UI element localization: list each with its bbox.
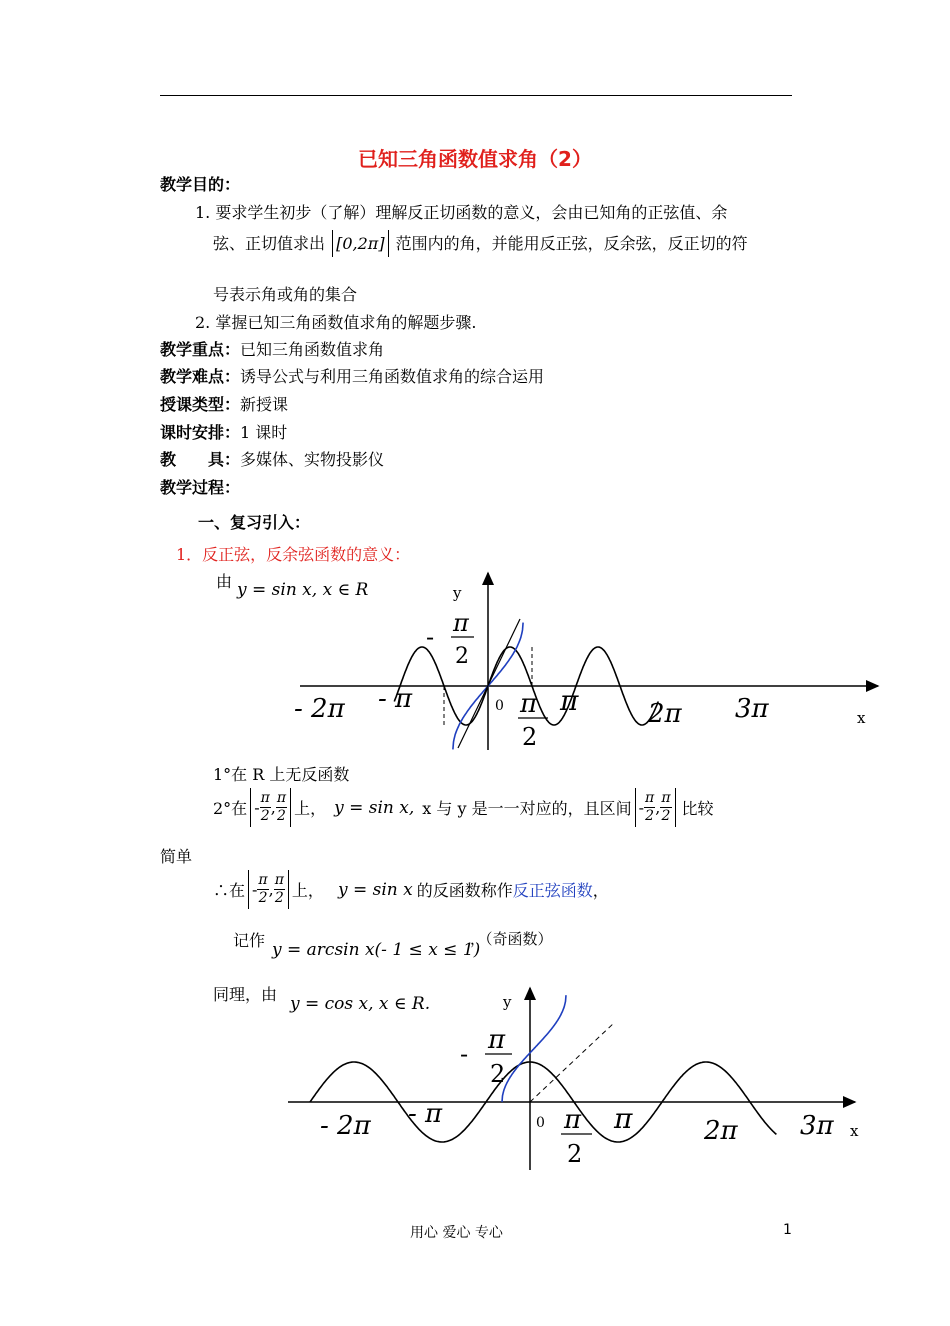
tick-pi: π (560, 684, 579, 717)
fraction (660, 790, 671, 825)
neg-pi-half-den: 2 (455, 644, 469, 669)
subsection-arcsin: 1．反正弦，反余弦函数的意义： (176, 545, 411, 564)
interval-neg-half-pi (635, 788, 676, 827)
line-y-equals-x (530, 1022, 615, 1102)
y-label: y (453, 584, 462, 602)
arccos-curve (502, 995, 566, 1102)
fraction-num: π (274, 872, 284, 888)
page-title: 已知三角函数值求角（2） (358, 147, 592, 171)
fraction (274, 872, 285, 907)
note-2-pre: 2°在 (213, 799, 248, 818)
fraction-den: 2 (258, 890, 268, 906)
row-label: 教学难点： (160, 367, 241, 386)
sine-graph (290, 565, 890, 770)
fraction-num: π (661, 790, 671, 806)
row-value: 新授课 (240, 395, 289, 414)
row-value: 诱导公式与利用三角函数值求角的综合运用 (240, 367, 545, 386)
from-sin-formula: y = sin x, x ∈ R (237, 580, 369, 600)
objective-2: 2. 掌握已知三角函数值求角的解题步骤. (195, 313, 477, 332)
therefore-end: ， (592, 881, 609, 900)
therefore-line (213, 870, 609, 909)
note-2-cont: 简单 (160, 847, 193, 866)
comma: , (655, 798, 661, 817)
minus-sign: - (638, 798, 645, 817)
tick-2pi: 2π (648, 699, 682, 729)
objective-1b-post: 范围内的角，并能用反正弦，反余弦，反正切的符 (395, 234, 748, 253)
neg-pi-half-den: 2 (490, 1060, 506, 1088)
likewise-formula: y = cos x, x ∈ R. (290, 994, 431, 1014)
origin-label: 0 (495, 698, 504, 714)
fraction (260, 790, 271, 825)
minus-sign: - (252, 880, 258, 899)
row-lesson-type (160, 392, 288, 415)
fraction-den: 2 (645, 808, 655, 824)
fraction-num: π (645, 790, 655, 806)
interval-neg-half-pi (248, 870, 289, 909)
row-key-point (160, 337, 384, 360)
therefore-pre: ∴在 (213, 881, 246, 900)
header-rule (160, 95, 792, 96)
note-2 (213, 788, 714, 827)
tick-2pi: 2π (704, 1116, 738, 1146)
note-2-formula: y = sin x, (334, 797, 415, 818)
note-1: 1°在 R 上无反函数 (213, 765, 350, 784)
neg-pi-half-num: π (488, 1025, 506, 1055)
tick-neg-2pi: - 2π (294, 694, 345, 724)
row-value: 已知三角函数值求角 (240, 340, 385, 359)
fraction-den: 2 (277, 808, 286, 824)
minus-sign: - (254, 798, 260, 817)
fraction-den: 2 (274, 890, 284, 906)
objective-1b-pre: 弦、正切值求出 (213, 234, 326, 253)
therefore-formula: y = sin x (337, 879, 413, 900)
comma: , (270, 798, 276, 817)
fraction-num: π (260, 790, 270, 806)
row-label: 教学重点： (160, 340, 241, 359)
fraction (276, 790, 287, 825)
fraction (644, 790, 655, 825)
neg-pi-half-minus: - (460, 1040, 469, 1068)
row-label: 授课类型： (160, 395, 241, 414)
row-value: 多媒体、实物投影仪 (240, 450, 385, 469)
row-label: 教 具： (160, 450, 241, 469)
fraction (257, 872, 268, 907)
row-schedule (160, 420, 287, 443)
note-2-mid: 上， (294, 799, 327, 818)
objective-1a: 1. 要求学生初步（了解）理解反正切函数的意义，会由已知角的正弦值、余 (195, 203, 728, 222)
note-2-post: 比较 (681, 799, 714, 818)
objective-1c: 号表示角或角的集合 (213, 285, 358, 304)
line-y-equals-x (458, 619, 520, 748)
record-pre: 记作 (233, 931, 266, 950)
tick-pi: π (614, 1102, 633, 1135)
comma: , (268, 880, 274, 899)
record-note: ，（奇函数） (470, 930, 553, 948)
section-review: 一、复习引入： (198, 513, 311, 532)
tick-pi-half-den: 2 (567, 1140, 583, 1168)
fraction-den: 2 (661, 808, 671, 824)
cosine-graph (280, 982, 880, 1177)
tick-pi-half-den: 2 (522, 723, 538, 751)
neg-pi-half-minus: - (426, 623, 435, 651)
tick-pi-half-num: π (520, 689, 538, 719)
objective-1b (213, 230, 748, 257)
process-heading: 教学过程： (160, 478, 241, 497)
interval-neg-half-pi (250, 788, 291, 827)
row-tools (160, 447, 384, 470)
fraction-num: π (258, 872, 268, 888)
record-formula: y = arcsin x(- 1 ≤ x ≤ 1) (272, 940, 481, 960)
tick-neg-pi: - π (378, 684, 413, 714)
tick-pi-half-num: π (564, 1105, 582, 1135)
origin-label: 0 (536, 1115, 545, 1131)
row-value: 1 课时 (240, 423, 288, 442)
likewise-pre: 同理，由 (213, 985, 278, 1004)
interval-0-2pi: [0,2π] (332, 230, 388, 257)
y-label: y (503, 993, 512, 1011)
fraction-num: π (276, 790, 287, 806)
tick-3pi: 3π (800, 1111, 834, 1141)
row-label: 课时安排： (160, 423, 241, 442)
tick-3pi: 3π (735, 694, 769, 724)
therefore-text: 的反函数称作 (416, 881, 513, 900)
neg-pi-half-num: π (453, 609, 469, 637)
fraction-den: 2 (260, 808, 270, 824)
note-2-text: x 与 y 是一一对应的，且区间 (422, 799, 632, 818)
page-number: 1 (783, 1222, 792, 1238)
x-label: x (850, 1122, 859, 1140)
tick-neg-pi: - π (408, 1099, 443, 1129)
from-sin-prefix: 由 (216, 572, 233, 591)
x-label: x (857, 709, 866, 727)
tick-neg-2pi: - 2π (320, 1111, 371, 1141)
row-difficulty (160, 364, 544, 387)
arcsin-term: 反正弦函数 (512, 881, 593, 900)
therefore-mid: 上， (291, 881, 324, 900)
footer-motto: 用心 爱心 专心 (410, 1225, 503, 1241)
objectives-heading: 教学目的： (160, 175, 241, 194)
